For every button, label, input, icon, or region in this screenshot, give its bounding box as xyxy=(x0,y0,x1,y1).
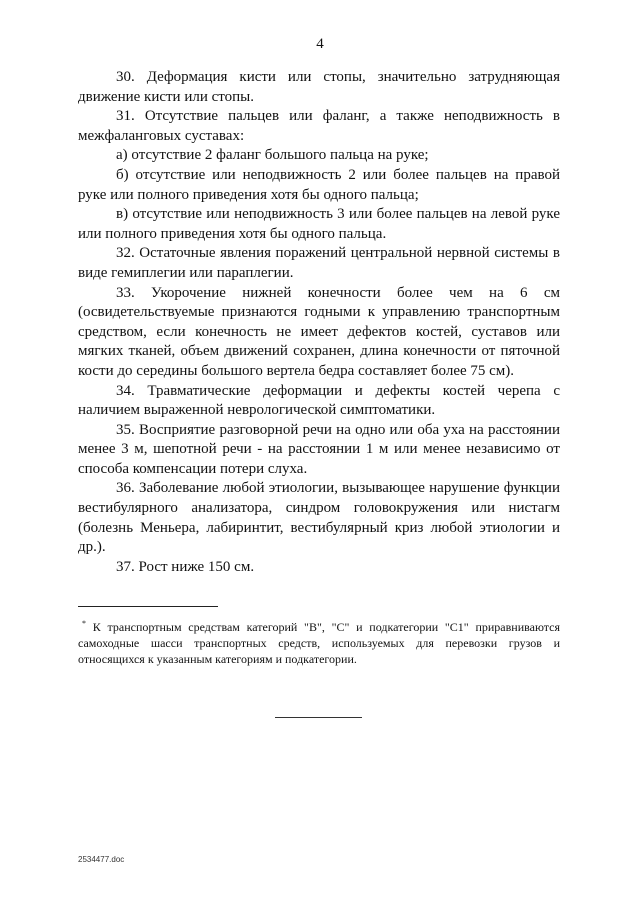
footnote-separator xyxy=(78,606,218,607)
paragraph-item-33: 33. Укорочение нижней конечности более чем на 6 см (освидетельствуемые признаются годными к управлению транспортным средством, если конечность не имеет дефектов костей, суставов или мягких тканей, объем движений сохранен, длина конечности от пяточной кости до середины большого вертела бедра составляет более 75 см). xyxy=(78,284,560,379)
document-filename: 2534477.doc xyxy=(78,855,125,864)
footnote-marker: * xyxy=(82,619,86,628)
paragraph-item-37: 37. Рост ниже 150 см. xyxy=(116,558,255,575)
paragraph-item-31c: в) отсутствие или неподвижность 3 или более пальцев на левой руке или полного приведения хотя бы одного пальца. xyxy=(78,206,560,242)
page-number: 4 xyxy=(316,36,324,52)
paragraph-item-31: 31. Отсутствие пальцев или фаланг, а также неподвижность в межфаланговых суставах: xyxy=(78,108,560,144)
footnote-text: К транспортным средствам категорий "B", "C" и подкатегории "C1" приравниваются самоходные шасси транспортных средств, используемых для перевозки грузов и относящихся к указанным категориям и подкатегории. xyxy=(78,620,561,666)
footnote xyxy=(78,616,560,667)
document-body xyxy=(78,68,560,577)
paragraph-item-31a: а) отсутствие 2 фаланг большого пальца на руке; xyxy=(116,147,429,164)
paragraph-item-30: 30. Деформация кисти или стопы, значительно затрудняющая движение кисти или стопы. xyxy=(78,69,560,105)
paragraph-item-31b: б) отсутствие или неподвижность 2 или более пальцев на правой руке или полного приведения хотя бы одного пальца; xyxy=(78,166,560,203)
paragraph-item-32: 32. Остаточные явления поражений центральной нервной системы в виде гемиплегии или параплегии. xyxy=(78,245,560,281)
paragraph-item-36: 36. Заболевание любой этиологии, вызывающее нарушение функции вестибулярного анализатора, синдром головокружения или нистагм (болезнь Меньера, лабиринтит, вестибулярный криз любой этиологии и др.). xyxy=(78,480,560,556)
paragraph-item-35: 35. Восприятие разговорной речи на одно или оба уха на расстоянии менее 3 м, шепотной речи - на расстоянии 1 м или менее независимо от способа компенсации потери слуха. xyxy=(78,421,560,477)
paragraph-item-34: 34. Травматические деформации и дефекты костей черепа с наличием выраженной неврологической симптоматики. xyxy=(78,382,560,419)
end-of-document-rule xyxy=(275,717,362,718)
